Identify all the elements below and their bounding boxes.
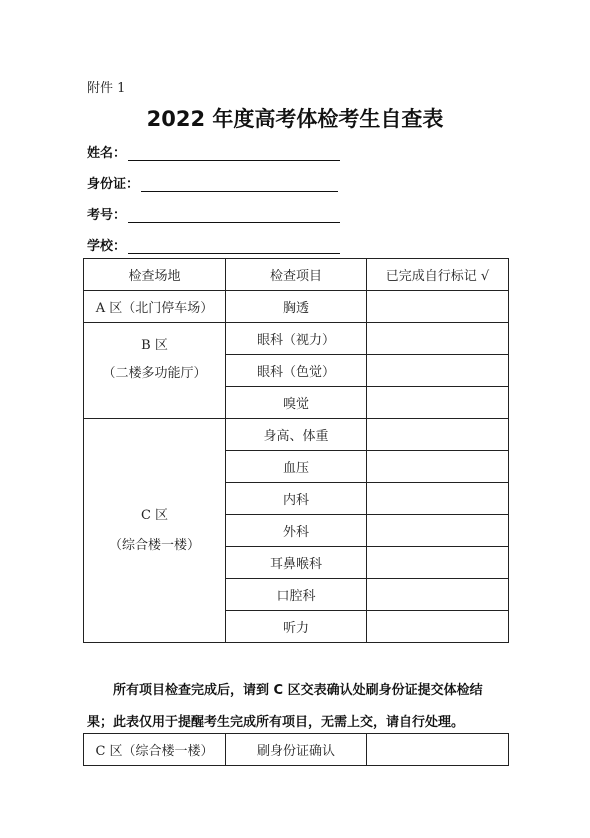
zone-b-location: （二楼多功能厅） <box>102 366 207 381</box>
school-field <box>87 235 340 254</box>
instruction-note: 所有项目检查完成后，请到 C 区交表确认处刷身份证提交体检结果；此表仅用于提醒考生完成所有项目，无需上交，请自行处理。 <box>87 683 483 730</box>
item-cell: 眼科（视力） <box>226 323 367 355</box>
checklist-table <box>83 258 509 643</box>
attachment-label: 附件 1 <box>87 81 126 96</box>
exam-number-label: 考号： <box>87 208 127 223</box>
mark-cell[interactable] <box>367 387 509 419</box>
zone-a-cell: A 区（北门停车场） <box>84 291 226 323</box>
confirm-row <box>84 734 509 766</box>
item-cell: 血压 <box>226 451 367 483</box>
name-field <box>87 142 340 161</box>
mark-cell[interactable] <box>367 419 509 451</box>
item-cell: 耳鼻喉科 <box>226 547 367 579</box>
item-cell: 外科 <box>226 515 367 547</box>
name-label: 姓名： <box>87 146 127 161</box>
id-field <box>87 173 338 192</box>
zone-b-cell <box>84 323 226 419</box>
item-cell: 内科 <box>226 483 367 515</box>
mark-cell[interactable] <box>367 734 509 766</box>
item-cell: 听力 <box>226 611 367 643</box>
mark-cell[interactable] <box>367 323 509 355</box>
exam-number-field <box>87 204 340 223</box>
mark-cell[interactable] <box>367 547 509 579</box>
mark-cell[interactable] <box>367 451 509 483</box>
confirm-item-cell: 刷身份证确认 <box>226 734 367 766</box>
table-header-row <box>84 259 509 291</box>
page-title: 2022 年度高考体检考生自查表 <box>146 107 444 131</box>
item-cell: 胸透 <box>226 291 367 323</box>
mark-cell[interactable] <box>367 515 509 547</box>
confirm-zone-cell: C 区（综合楼一楼） <box>84 734 226 766</box>
id-label: 身份证： <box>87 177 140 192</box>
id-blank <box>141 179 338 192</box>
item-cell: 身高、体重 <box>226 419 367 451</box>
exam-number-blank <box>128 210 340 223</box>
mark-cell[interactable] <box>367 579 509 611</box>
table-row <box>84 419 509 451</box>
header-item: 检查项目 <box>226 259 367 291</box>
table-row <box>84 291 509 323</box>
table-row <box>84 323 509 355</box>
item-cell: 嗅觉 <box>226 387 367 419</box>
mark-cell[interactable] <box>367 291 509 323</box>
item-cell: 口腔科 <box>226 579 367 611</box>
item-cell: 眼科（色觉） <box>226 355 367 387</box>
confirm-table <box>83 733 509 766</box>
zone-c-location: （综合楼一楼） <box>108 537 200 553</box>
name-blank <box>128 148 340 161</box>
mark-cell[interactable] <box>367 355 509 387</box>
zone-b-name: B 区 <box>141 338 168 353</box>
school-blank <box>128 241 340 254</box>
mark-cell[interactable] <box>367 483 509 515</box>
zone-c-name: C 区 <box>140 507 169 523</box>
header-location: 检查场地 <box>84 259 226 291</box>
zone-c-cell <box>84 419 226 643</box>
school-label: 学校： <box>87 239 127 254</box>
header-mark: 已完成自行标记 √ <box>367 259 509 291</box>
mark-cell[interactable] <box>367 611 509 643</box>
